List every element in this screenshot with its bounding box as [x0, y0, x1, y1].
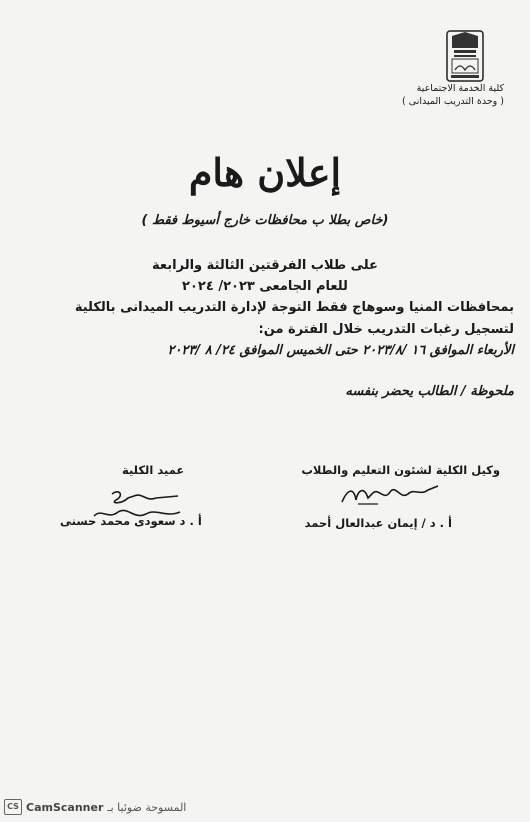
vice-dean-name: أ . د / إيمان عبدالعال أحمد	[304, 516, 452, 530]
announcement-title: إعلان هام	[188, 150, 342, 195]
scanned-with-label: المسوحة ضوئيا بـ	[107, 800, 187, 814]
body-line-3: بمحافظات المنيا وسوهاج فقط التوجة لإدارة التدريب الميدانى بالكلية	[74, 300, 514, 315]
body-line-2: للعام الجامعى ٢٠٢٣/ ٢٠٢٤	[182, 279, 348, 294]
vice-dean-signature	[338, 480, 448, 510]
college-name: كلية الخدمة الاجتماعية	[416, 83, 504, 94]
body-line-4: لتسجيل رغبات التدريب خلال الفترة من:	[258, 322, 514, 337]
date-range-line: الأربعاء الموافق ١٦ /٢٠٢٣/٨ حتى الخميس الموافق ٢٤/ ٨ /٢٠٢٣	[167, 343, 514, 358]
university-logo	[446, 30, 484, 82]
dean-title: عميد الكلية	[122, 463, 185, 477]
camscanner-icon: CS	[4, 799, 22, 815]
unit-name: ( وحدة التدريب الميدانى )	[402, 96, 504, 107]
scanner-watermark	[4, 798, 186, 816]
dean-name: أ . د سعودى محمد حسنى	[60, 514, 202, 528]
announcement-subtitle: (خاص بطلا ب محافظات خارج أسيوط فقط )	[141, 213, 389, 228]
vice-dean-title: وكيل الكلية لشئون التعليم والطلاب	[301, 463, 500, 477]
camscanner-brand: CamScanner	[26, 800, 104, 814]
college-header	[304, 82, 504, 108]
body-line-1: على طلاب الفرقتين الثالثة والرابعة	[152, 258, 378, 273]
note-line: ملحوظة / الطالب يحضر بنفسه	[345, 384, 514, 399]
